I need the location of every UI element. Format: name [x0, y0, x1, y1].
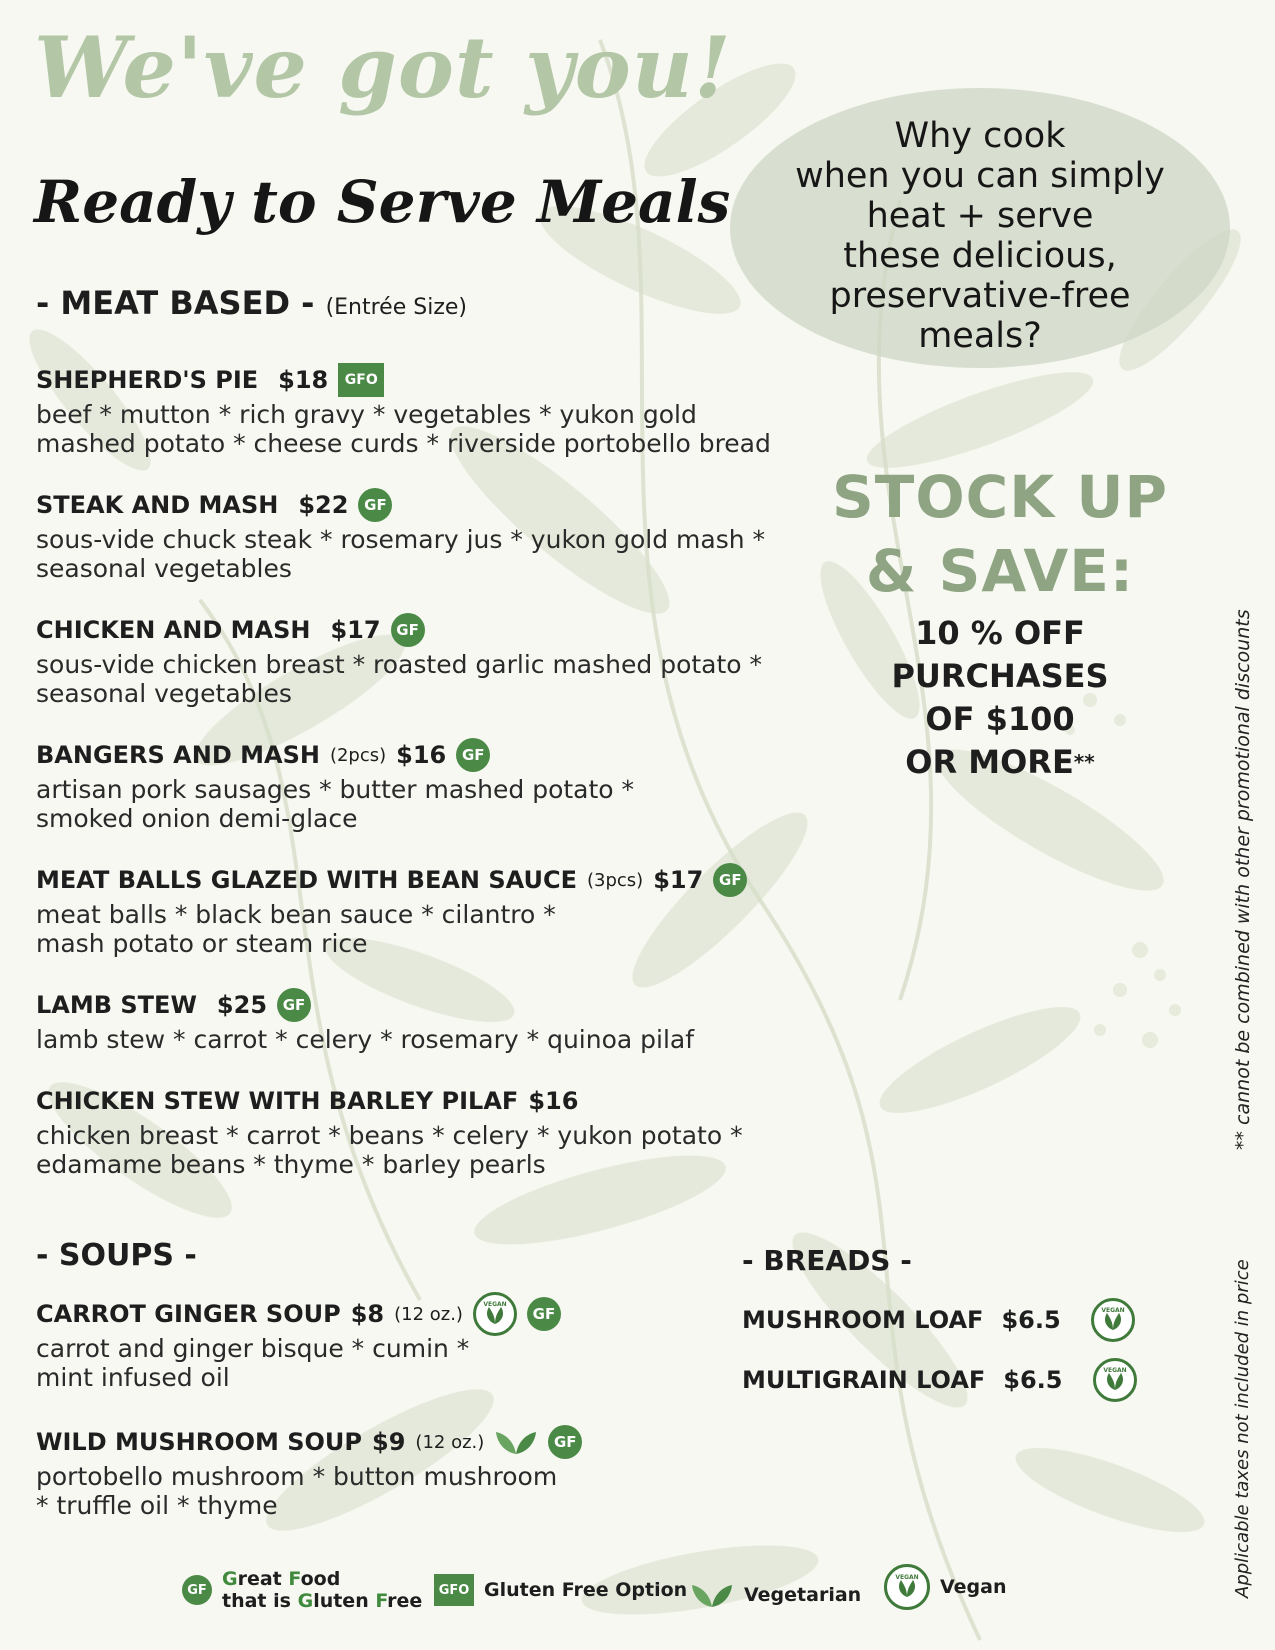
item-price: $8 — [350, 1300, 385, 1328]
item-description — [36, 1025, 856, 1054]
item-desc-line: * truffle oil * thyme — [36, 1491, 278, 1520]
item-price: $16 — [396, 741, 447, 769]
offer-line: 10 % OFF — [915, 614, 1085, 652]
item-name: MULTIGRAIN LOAF — [742, 1366, 986, 1394]
item-price: $6.5 — [1001, 1306, 1061, 1334]
vegan-word: VEGAN — [1102, 1367, 1127, 1374]
item-desc-line: sous-vide chicken breast * roasted garlic mashed potato * — [36, 650, 763, 679]
item-name: MEAT BALLS GLAZED WITH BEAN SAUCE — [36, 866, 577, 894]
menu-item — [36, 737, 856, 833]
item-desc-line: chicken breast * carrot * beans * celery * yukon potato * — [36, 1121, 743, 1150]
stock-up-heading — [810, 460, 1190, 608]
item-description — [36, 1334, 856, 1392]
offer-line: OR MORE — [905, 743, 1074, 781]
item-price: $18 — [278, 366, 329, 394]
item-desc-line: edamame beans * thyme * barley pearls — [36, 1150, 546, 1179]
item-desc-line: smoked onion demi-glace — [36, 804, 358, 833]
menu-item — [36, 1083, 856, 1179]
gf-badge-icon: GF — [182, 1575, 212, 1605]
soups-heading: - SOUPS - — [36, 1238, 197, 1273]
vegan-word: VEGAN — [483, 1301, 507, 1308]
promo-line: Why cook — [894, 116, 1066, 156]
item-qty: (3pcs) — [586, 869, 644, 891]
tax-footnote: Applicable taxes not included in price — [1232, 1259, 1253, 1598]
item-price: $9 — [372, 1428, 406, 1456]
offer-line: OF $100 — [925, 700, 1075, 738]
item-qty: (12 oz.) — [415, 1431, 485, 1453]
gfo-badge-icon: GFO — [434, 1574, 474, 1606]
legend-vegetarian-label: Vegetarian — [744, 1584, 862, 1606]
script-title: We've got you! — [34, 18, 732, 117]
promo-line: heat + serve — [866, 196, 1094, 236]
gf-badge-icon: GF — [358, 488, 392, 522]
promo-line: preservative-free — [829, 276, 1131, 316]
item-desc-line: mint infused oil — [36, 1363, 230, 1392]
item-desc-line: mashed potato * cheese curds * riverside portobello bread — [36, 429, 771, 458]
vegan-word: VEGAN — [895, 1574, 919, 1581]
script-subtitle: Ready to Serve Meals — [34, 168, 731, 236]
vegan-icon — [473, 1292, 517, 1336]
leaf-icon — [690, 1580, 734, 1610]
menu-item — [36, 1296, 856, 1392]
discount-offer — [840, 612, 1160, 784]
promo-line: these delicious, — [843, 236, 1117, 276]
legend-vegetarian — [690, 1580, 861, 1610]
discount-footnote: ** cannot be combined with other promotional discounts — [1232, 609, 1254, 1150]
meat-heading-note: (Entrée Size) — [325, 295, 467, 320]
gf-badge-icon: GF — [548, 1425, 582, 1459]
item-price: $16 — [528, 1087, 579, 1115]
item-description — [36, 650, 856, 708]
menu-item — [36, 987, 856, 1054]
item-price: $6.5 — [1003, 1366, 1063, 1394]
item-desc-line: beef * mutton * rich gravy * vegetables * yukon gold — [36, 400, 697, 429]
bread-item — [742, 1358, 1137, 1402]
vegan-word: VEGAN — [1100, 1307, 1125, 1314]
gf-badge-icon: GF — [713, 863, 747, 897]
item-desc-line: meat balls * black bean sauce * cilantro * — [36, 900, 556, 929]
menu-item — [36, 612, 856, 708]
item-qty: (2pcs) — [329, 744, 387, 766]
leaf-icon — [494, 1427, 538, 1457]
gfo-badge-icon: GFO — [338, 363, 384, 397]
vegan-icon — [1093, 1358, 1137, 1402]
item-price: $17 — [330, 616, 381, 644]
gf-badge-icon: GF — [527, 1297, 561, 1331]
item-description — [36, 775, 856, 833]
item-price: $22 — [298, 491, 349, 519]
gf-badge-icon: GF — [456, 738, 490, 772]
item-name: CHICKEN AND MASH — [36, 616, 311, 644]
breads-heading: - BREADS - — [742, 1244, 912, 1277]
legend-gf-label: Great Food that is Gluten Free — [222, 1568, 423, 1612]
legend-vegan-label: Vegan — [940, 1576, 1007, 1598]
item-name: LAMB STEW — [36, 991, 197, 1019]
item-description — [36, 900, 856, 958]
stock-up-line: STOCK UP — [832, 463, 1168, 531]
offer-stars: ** — [1073, 750, 1095, 774]
item-desc-line: carrot and ginger bisque * cumin * — [36, 1334, 470, 1363]
item-desc-line: seasonal vegetables — [36, 554, 292, 583]
item-desc-line: portobello mushroom * button mushroom — [36, 1462, 558, 1491]
offer-line: PURCHASES — [891, 657, 1109, 695]
gf-badge-icon: GF — [391, 613, 425, 647]
vegan-icon — [884, 1564, 930, 1610]
legend-gfo-label: Gluten Free Option — [484, 1579, 688, 1601]
menu-item — [36, 862, 856, 958]
meat-section-heading — [36, 284, 467, 322]
item-price: $17 — [653, 866, 704, 894]
promo-bubble-text — [730, 116, 1230, 356]
item-name: CHICKEN STEW WITH BARLEY PILAF — [36, 1087, 519, 1115]
item-description — [36, 400, 856, 458]
item-name: SHEPHERD'S PIE — [36, 366, 259, 394]
item-desc-line: artisan pork sausages * butter mashed potato * — [36, 775, 635, 804]
menu-item — [36, 362, 856, 458]
item-qty: (12 oz.) — [394, 1303, 463, 1325]
menu-item — [36, 487, 856, 583]
item-desc-line: mash potato or steam rice — [36, 929, 368, 958]
item-description — [36, 525, 856, 583]
item-name: CARROT GINGER SOUP — [36, 1300, 341, 1328]
legend-gfo — [434, 1574, 687, 1606]
promo-line: meals? — [918, 316, 1042, 356]
item-description — [36, 1121, 856, 1179]
item-desc-line: seasonal vegetables — [36, 679, 292, 708]
legend-vegan — [884, 1564, 1007, 1610]
gf-badge-icon: GF — [277, 988, 311, 1022]
item-name: STEAK AND MASH — [36, 491, 279, 519]
item-description — [36, 1462, 856, 1520]
item-desc-line: lamb stew * carrot * celery * rosemary * quinoa pilaf — [36, 1025, 695, 1054]
item-desc-line: sous-vide chuck steak * rosemary jus * yukon gold mash * — [36, 525, 766, 554]
legend-gf — [182, 1568, 422, 1612]
bread-item — [742, 1298, 1135, 1342]
item-name: MUSHROOM LOAF — [742, 1306, 984, 1334]
item-price: $25 — [216, 991, 268, 1019]
item-name: BANGERS AND MASH — [36, 741, 320, 769]
stock-up-line: & SAVE: — [865, 537, 1135, 605]
meat-heading-text: - MEAT BASED - — [36, 284, 315, 322]
menu-item — [36, 1424, 856, 1520]
vegan-icon — [1091, 1298, 1135, 1342]
promo-line: when you can simply — [795, 156, 1165, 196]
item-name: WILD MUSHROOM SOUP — [36, 1428, 363, 1456]
